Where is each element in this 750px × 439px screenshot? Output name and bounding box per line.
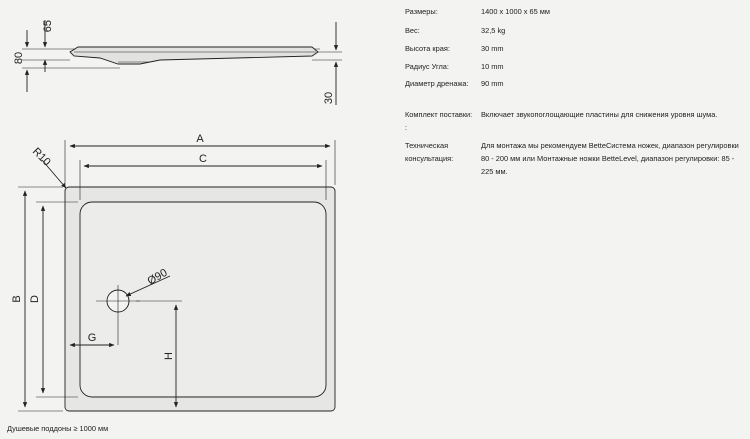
- tray-side-profile: [70, 47, 318, 64]
- dim-h-label: H: [163, 352, 175, 360]
- dim-b-label: B: [11, 295, 23, 303]
- dim-a-label: A: [196, 133, 204, 145]
- spec-label: Радиус Угла:: [405, 62, 449, 71]
- radius-label: R10: [29, 145, 53, 169]
- dim-80-label: 80: [13, 51, 25, 65]
- spec-value: 32,5 kg: [481, 26, 506, 35]
- side-view: [22, 20, 342, 105]
- dim-c-label: C: [199, 153, 207, 165]
- spec-value: 30 mm: [481, 44, 504, 53]
- dim-g-label: G: [87, 332, 97, 344]
- spec-value: Для монтажа мы рекомендуем BetteСистема ножек, диапазон регулировки 80 - 200 мм или Монтажные ножки BetteLevel, диапазон регулировки: 85 - 225 мм.: [481, 141, 739, 176]
- spec-label: Комплект поставки: :: [405, 110, 473, 132]
- dim-30-label: 30: [323, 91, 335, 105]
- dim-65-label: 65: [42, 20, 54, 33]
- top-view: [18, 140, 335, 411]
- spec-value: Включает звукопоглощающие пластины для снижения уровня шума.: [481, 110, 718, 119]
- spec-label: Размеры:: [405, 7, 438, 16]
- spec-label: Техническая консультация:: [405, 141, 454, 163]
- spec-value: 1400 x 1000 x 65 мм: [481, 7, 550, 16]
- drain-diameter-label: Ø90: [145, 266, 170, 288]
- spec-value: 90 mm: [481, 79, 504, 88]
- dim-d-label: D: [29, 295, 41, 303]
- drawing-caption: Душевые поддоны ≥ 1000 мм: [7, 424, 109, 433]
- spec-label: Высота края:: [405, 44, 450, 53]
- spec-value: 10 mm: [481, 62, 504, 71]
- spec-label: Диаметр дренажа:: [405, 79, 469, 88]
- spec-label: Вес:: [405, 26, 420, 35]
